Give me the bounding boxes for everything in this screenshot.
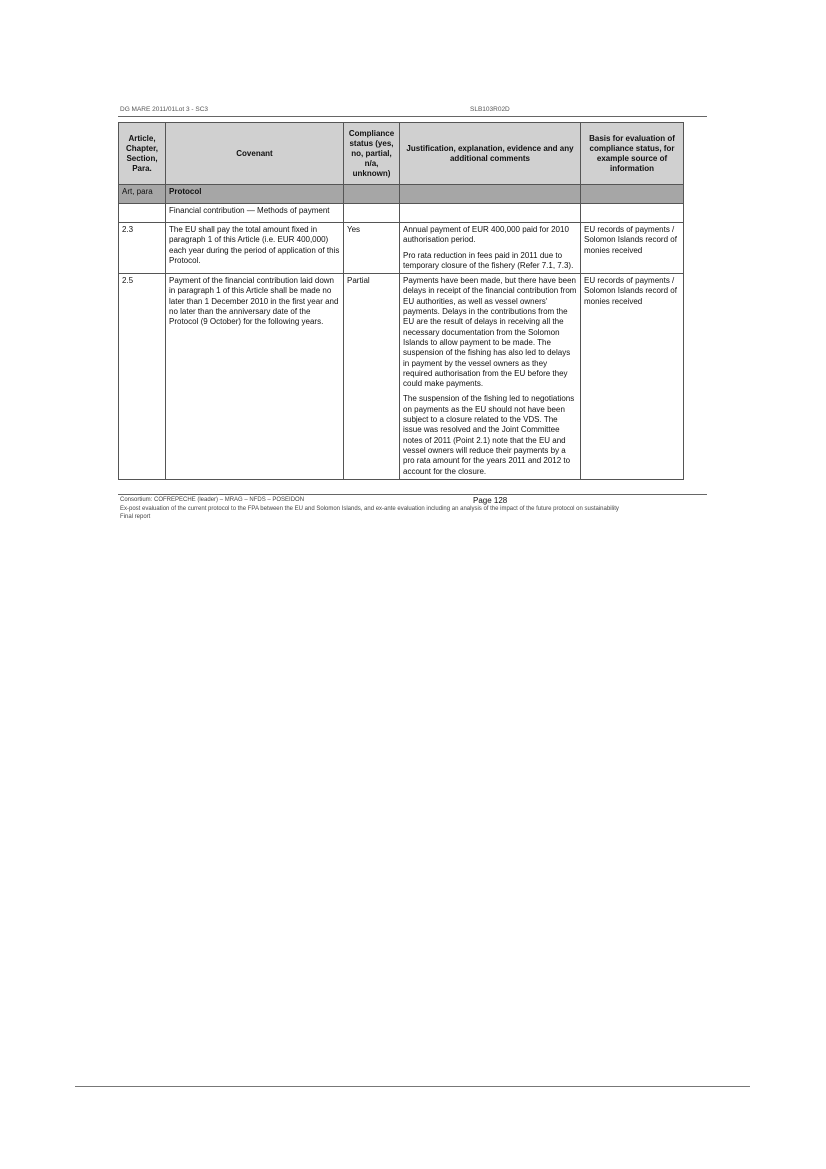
column-header-basis: Basis for evaluation of compliance status, for example source of information bbox=[581, 123, 684, 185]
footer-divider bbox=[118, 494, 707, 495]
page-header bbox=[118, 106, 707, 117]
footer-description: Ex-post evaluation of the current protocol to the FPA between the EU and Solomon Islands, and ex-ante evaluation including an analysis of the impact of the future protocol on sustainability bbox=[120, 506, 619, 512]
column-header-status: Compliance status (yes, no, partial, n/a, unknown) bbox=[344, 123, 400, 185]
section-row bbox=[119, 185, 684, 204]
article-cell: 2.5 bbox=[119, 274, 166, 480]
column-header-article: Article, Chapter, Section, Para. bbox=[119, 123, 166, 185]
compliance-table bbox=[118, 122, 684, 480]
section-title: Protocol bbox=[166, 185, 344, 204]
article-cell: 2.3 bbox=[119, 223, 166, 274]
subsection-row bbox=[119, 204, 684, 223]
bottom-divider bbox=[75, 1086, 750, 1087]
status-cell: Partial bbox=[344, 274, 400, 480]
basis-cell: EU records of payments / Solomon Islands record of monies received bbox=[581, 274, 684, 480]
justification-paragraph: Annual payment of EUR 400,000 paid for 2010 authorisation period. bbox=[403, 225, 569, 245]
header-document-code: SLB103R02D bbox=[470, 106, 510, 113]
covenant-cell: The EU shall pay the total amount fixed in paragraph 1 of this Article (i.e. EUR 400,000) each year during the period of application of this Protocol. bbox=[166, 223, 344, 274]
column-header-justification: Justification, explanation, evidence and any additional comments bbox=[400, 123, 581, 185]
justification-cell bbox=[400, 223, 581, 274]
justification-paragraph: Payments have been made, but there have been delays in receipt of the financial contribution from EU authorities, as well as vessel owners' payments. Delays in the contributions from the EU are the result of delays in receiving all the necessary documentation from the Solomon Islands to allow payment to be made. The suspension of the fishing has also led to delays in payment by the vessel owners as they required authorisation from the EU before they could make payments. bbox=[403, 276, 577, 389]
page-number: Page 128 bbox=[473, 496, 508, 505]
covenant-cell: Payment of the financial contribution laid down in paragraph 1 of this Article shall be made no later than 1 December 2010 in the first year and no later than the anniversary date of the Protocol (9 October) for the following years. bbox=[166, 274, 344, 480]
footer-report-type: Final report bbox=[120, 514, 151, 520]
footer-consortium: Consortium: COFREPECHE (leader) – MRAG – NFDS – POSEIDON bbox=[120, 497, 305, 503]
justification-cell bbox=[400, 274, 581, 480]
table-row bbox=[119, 223, 684, 274]
basis-cell: EU records of payments / Solomon Islands record of monies received bbox=[581, 223, 684, 274]
justification-paragraph: The suspension of the fishing led to negotiations on payments as the EU should not have been subject to a closure related to the VDS. The issue was resolved and the Joint Committee notes of 2011 (Point 2.1) note that the EU and vessel owners will reduce their payments by a pro rata amount for the years 2011 and 2012 to account for the closure. bbox=[403, 394, 575, 476]
justification-paragraph: Pro rata reduction in fees paid in 2011 due to temporary closure of the fishery (Refer 7.1, 7.3). bbox=[403, 250, 574, 270]
header-reference: DG MARE 2011/01Lot 3 - SC3 bbox=[120, 106, 209, 113]
status-cell: Yes bbox=[344, 223, 400, 274]
table-header-row bbox=[119, 123, 684, 185]
table-row bbox=[119, 274, 684, 480]
section-article-label: Art, para bbox=[119, 185, 166, 204]
page-footer bbox=[120, 497, 707, 522]
column-header-covenant: Covenant bbox=[166, 123, 344, 185]
subsection-title: Financial contribution — Methods of payment bbox=[166, 204, 344, 223]
